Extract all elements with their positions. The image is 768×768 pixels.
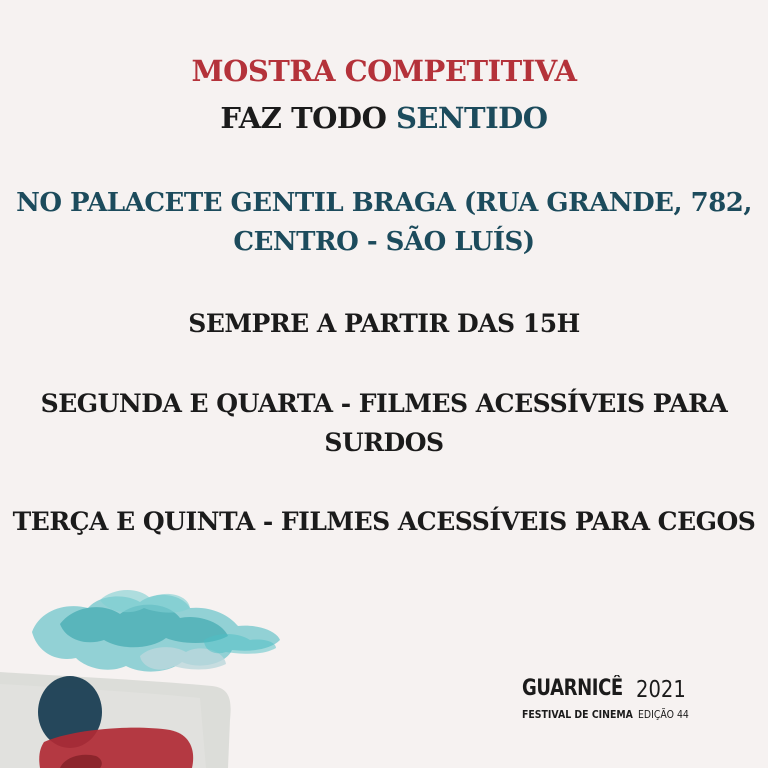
logo-edition: EDIÇÃO 44: [638, 708, 689, 721]
watercolor-illustration: [0, 580, 300, 768]
logo-subtitle: FESTIVAL DE CINEMA: [522, 708, 633, 721]
title-sentido: SENTIDO: [395, 101, 548, 135]
schedule-text: SEMPRE A PARTIR DAS 15H: [188, 309, 580, 338]
title-faz-todo: FAZ TODO: [220, 101, 396, 135]
title-faz-todo-sentido: [0, 99, 768, 137]
venue-line-2: CENTRO - SÃO LUÍS): [233, 227, 535, 257]
accessibility-deaf-line-2: SURDOS: [324, 428, 444, 457]
accessibility-deaf-line-1: SEGUNDA E QUARTA - FILMES ACESSÍVEIS PARA: [40, 389, 728, 418]
venue-line-1: NO PALACETE GENTIL BRAGA (RUA GRANDE, 782,: [16, 188, 752, 218]
accessibility-blind-text: TERÇA E QUINTA - FILMES ACESSÍVEIS PARA CEGOS: [12, 507, 756, 536]
logo-name: GUARNICÊ: [522, 676, 623, 701]
guarnice-logo: [520, 676, 700, 726]
logo-year: 2021: [636, 677, 686, 703]
accessibility-deaf-text: [0, 384, 768, 462]
venue-text: [0, 184, 768, 262]
title-mostra-competitiva: MOSTRA COMPETITIVA: [191, 54, 577, 88]
